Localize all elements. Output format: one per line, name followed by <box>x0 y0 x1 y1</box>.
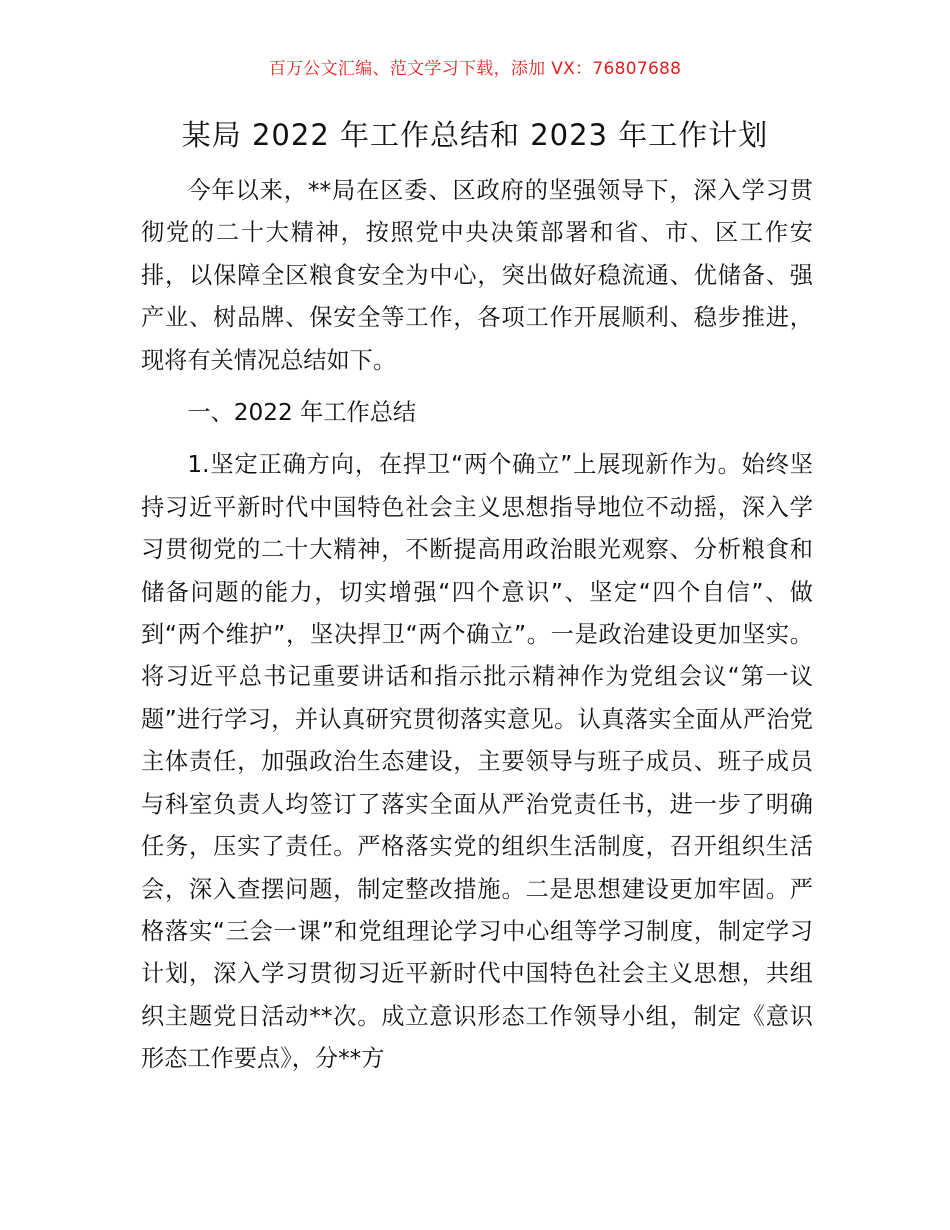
watermark-header: 百万公文汇编、范文学习下载，添加 VX：76807688 <box>268 59 682 79</box>
body-paragraph: 1.坚定正确方向，在捍卫“两个确立”上展现新作为。始终坚持习近平新时代中国特色社会主义思想指导地位不动摇，深入学习贯彻党的二十大精神，不断提高用政治眼光观察、分析粮食和储备问题的能力，切实增强“四个意识”、坚定“四个自信”、做到“两个维护”，坚决捍卫“两个确立”。一是政治建设更加坚实。将习近平总书记重要讲话和指示批示精神作为党组会议“第一议题”进行学习，并认真研究贯彻落实意见。认真落实全面从严治党主体责任，加强政治生态建设，主要领导与班子成员、班子成员与科室负责人均签订了落实全面从严治党责任书，进一步了明确任务，压实了责任。严格落实党的组织生活制度，召开组织生活会，深入查摆问题，制定整改措施。二是思想建设更加牢固。严格落实“三会一课”和党组理论学习中心组等学习制度，制定学习计划，深入学习贯彻习近平新时代中国特色社会主义思想，共组织主题党日活动**次。成立意识形态工作领导小组，制定《意识形态工作要点》，分**方 <box>141 451 813 1073</box>
section-heading: 一、2022 年工作总结 <box>187 399 417 427</box>
document-title: 某局 2022 年工作总结和 2023 年工作计划 <box>181 118 769 152</box>
intro-paragraph: 今年以来，**局在区委、区政府的坚强领导下，深入学习贯彻党的二十大精神，按照党中央决策部署和省、市、区工作安排，以保障全区粮食安全为中心，突出做好稳流通、优储备、强产业、树品牌、保安全等工作，各项工作开展顺利、稳步推进，现将有关情况总结如下。 <box>141 177 813 374</box>
document-body <box>141 170 813 1081</box>
